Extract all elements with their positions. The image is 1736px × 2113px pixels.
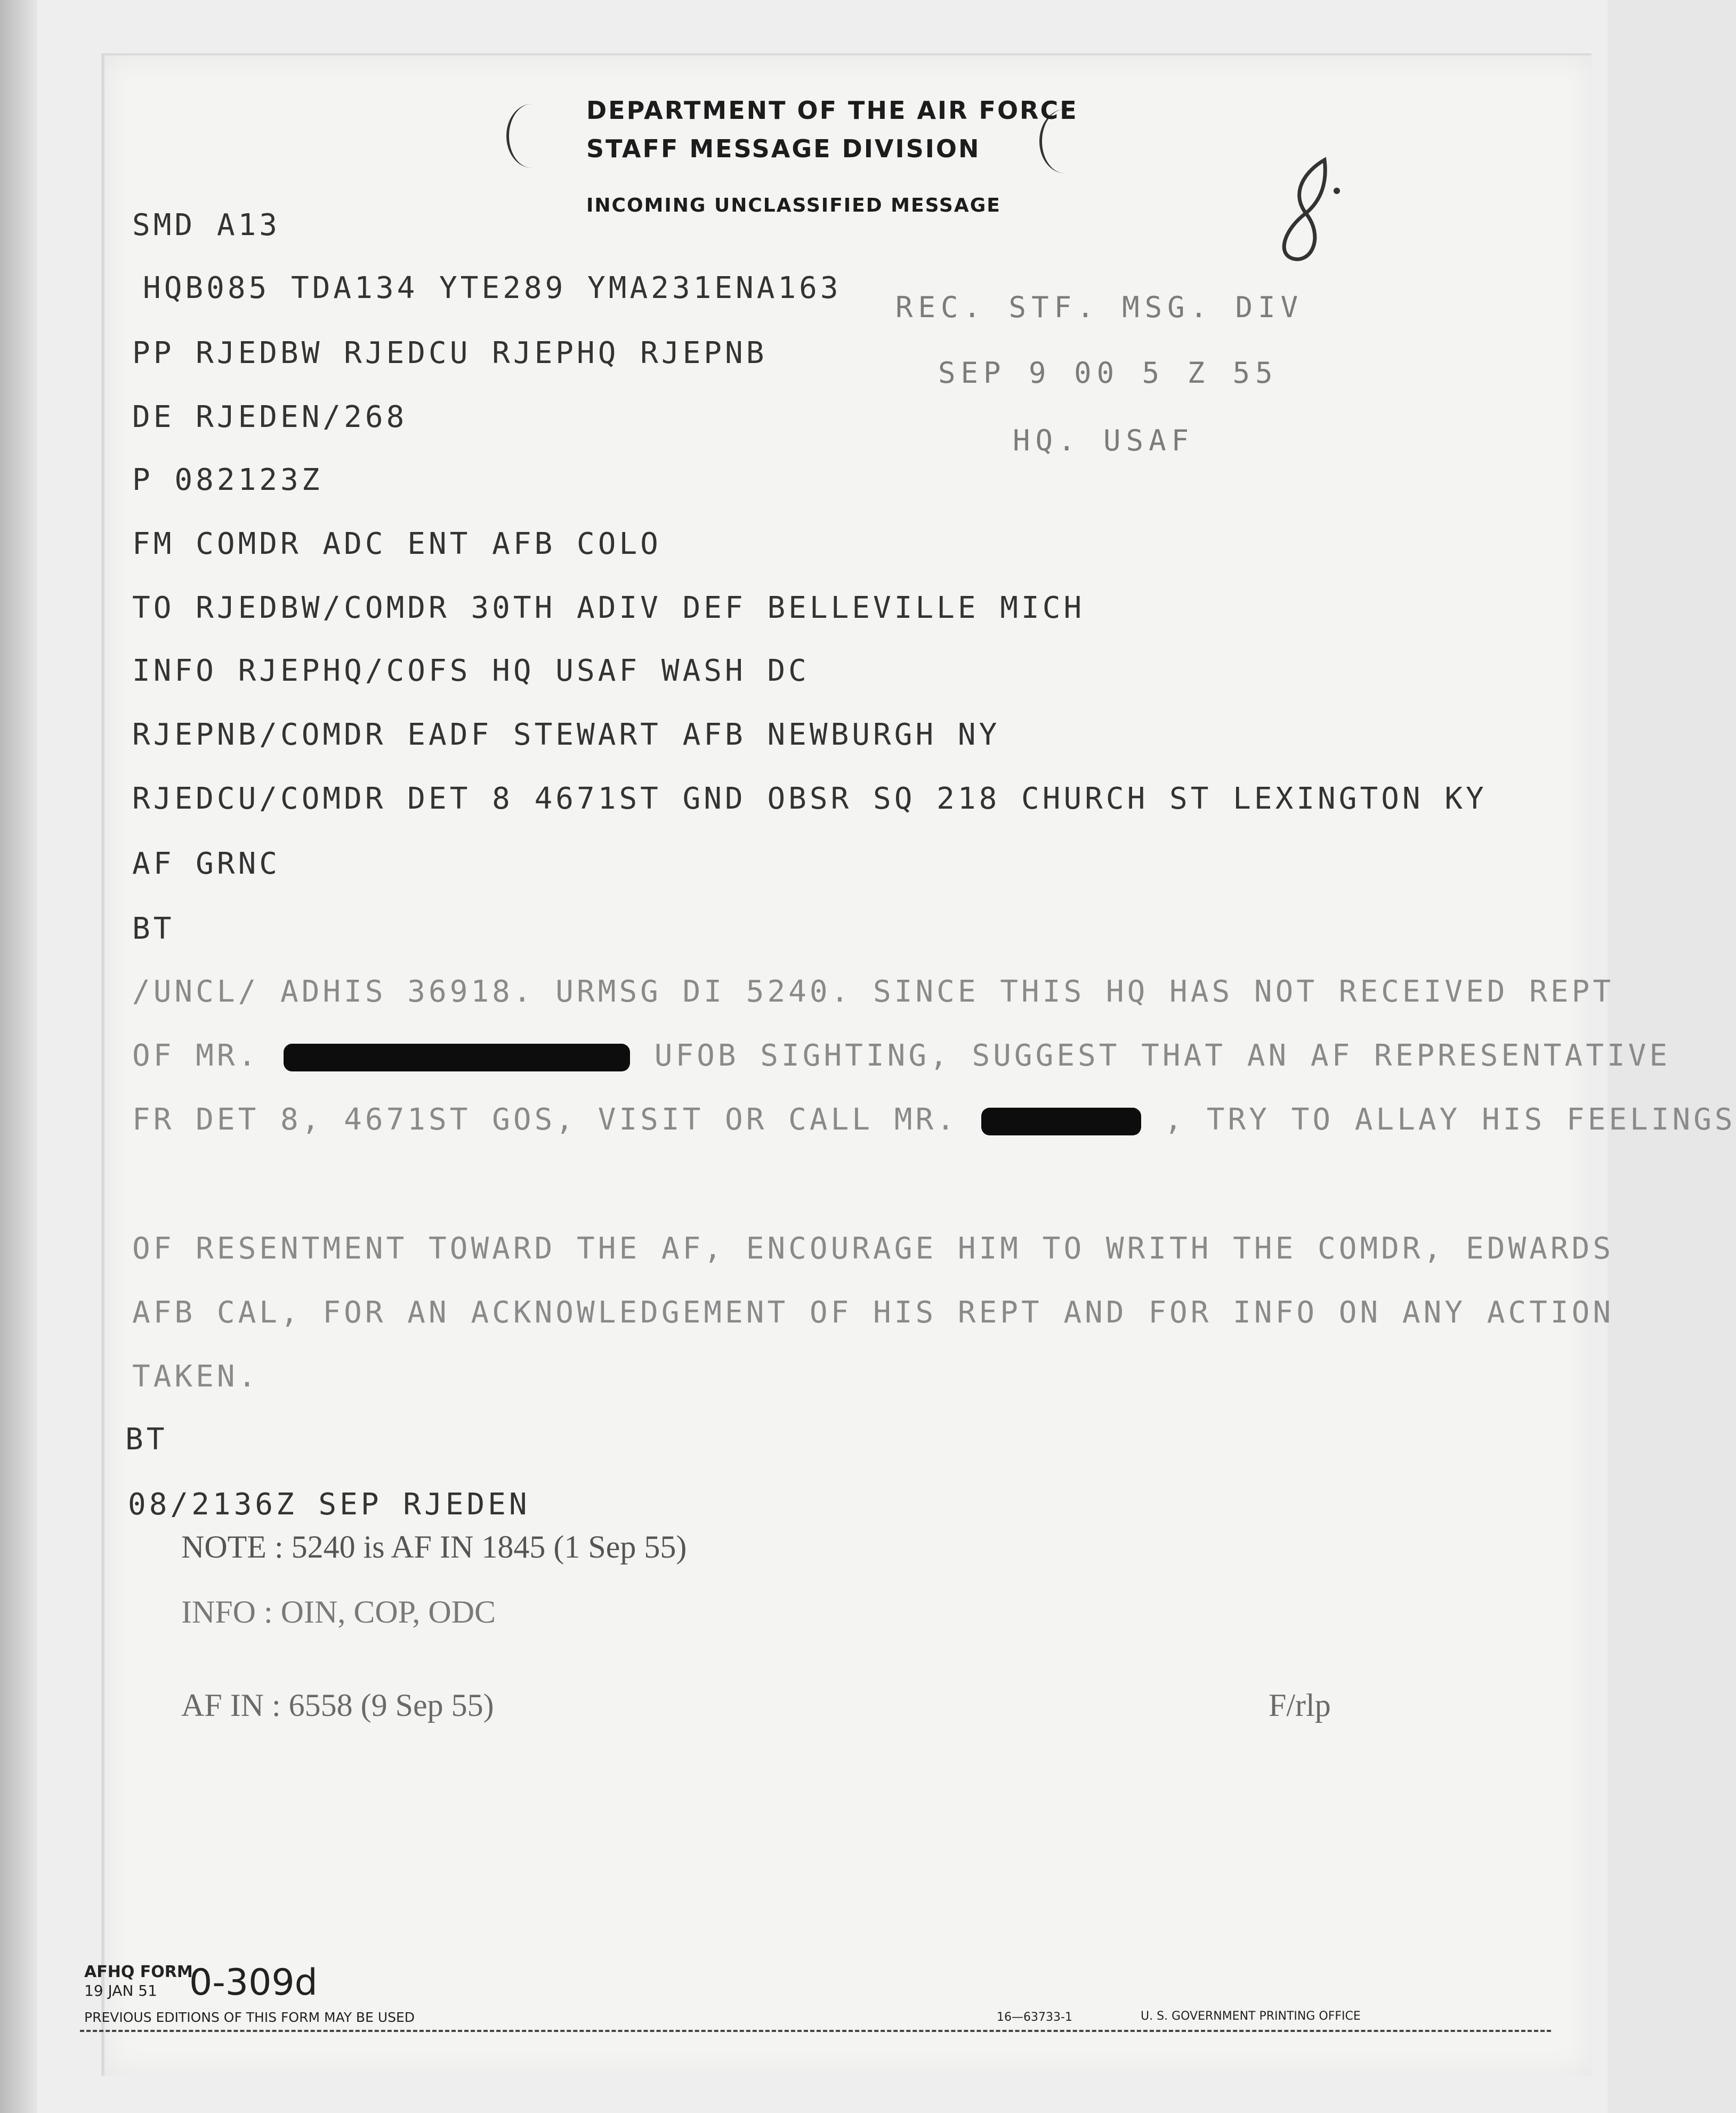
body-line-3-start: FR DET 8, 4671ST GOS, VISIT OR CALL MR. <box>132 1102 958 1137</box>
grnc-line: AF GRNC <box>132 846 281 881</box>
date-time-group: 08/2136Z SEP RJEDEN <box>128 1487 530 1522</box>
body-line-3-end: , TRY TO ALLAY HIS FEELINGS <box>1164 1102 1736 1137</box>
info-line: INFO RJEPHQ/COFS HQ USAF WASH DC <box>132 654 810 688</box>
routing-line-1: HQB085 TDA134 YTE289 YMA231ENA163 <box>143 271 842 305</box>
routing-line-3: DE RJEDEN/268 <box>132 400 408 434</box>
body-line-3 <box>132 1102 1736 1137</box>
received-stamp-date: SEP 9 00 5 Z 55 <box>938 356 1278 390</box>
additional-addressee-2: RJEDCU/COMDR DET 8 4671ST GND OBSR SQ 218 CHURCH ST LEXINGTON KY <box>132 781 1487 816</box>
received-stamp-office: HQ. USAF <box>1013 424 1194 457</box>
break-marker-bottom: BT <box>125 1422 168 1457</box>
header-division: STAFF MESSAGE DIVISION <box>586 134 981 163</box>
form-stock-code: 16—63733-1 <box>997 2011 1072 2024</box>
body-line-5: AFB CAL, FOR AN ACKNOWLEDGEMENT OF HIS REPT AND FOR INFO ON ANY ACTION <box>132 1295 1614 1330</box>
break-marker-top: BT <box>132 912 175 946</box>
from-line: FM COMDR ADC ENT AFB COLO <box>132 527 661 561</box>
printer-imprint: U. S. GOVERNMENT PRINTING OFFICE <box>1141 2010 1361 2023</box>
body-line-6: TAKEN. <box>132 1359 260 1394</box>
redaction-bar <box>284 1044 630 1071</box>
form-number: 0-309d <box>189 1962 318 2004</box>
form-label: AFHQ FORM <box>84 1963 193 1981</box>
punch-hole-left <box>506 104 557 168</box>
body-line-2 <box>132 1038 1670 1073</box>
to-line: TO RJEDBW/COMDR 30TH ADIV DEF BELLEVILLE MICH <box>132 591 1085 625</box>
routing-line-2: PP RJEDBW RJEDCU RJEPHQ RJEPNB <box>132 336 768 370</box>
note-line: NOTE : 5240 is AF IN 1845 (1 Sep 55) <box>181 1529 687 1564</box>
footer-tear-line <box>80 2030 1551 2032</box>
additional-addressee-1: RJEPNB/COMDR EADF STEWART AFB NEWBURGH NY <box>132 717 1000 752</box>
header-department: DEPARTMENT OF THE AIR FORCE <box>586 96 1078 125</box>
form-date: 19 JAN 51 <box>84 1982 157 1999</box>
body-line-2-start: OF MR. <box>132 1038 260 1073</box>
body-line-2-end: UFOB SIGHTING, SUGGEST THAT AN AF REPRESENTATIVE <box>654 1038 1671 1073</box>
smd-number: SMD A13 <box>132 208 281 243</box>
scan-edge-shadow <box>0 0 37 2113</box>
body-line-4: OF RESENTMENT TOWARD THE AF, ENCOURAGE HIM TO WRITH THE COMDR, EDWARDS <box>132 1231 1614 1266</box>
typist-initials: F/rlp <box>1269 1688 1331 1723</box>
info-routing-line: INFO : OIN, COP, ODC <box>181 1594 496 1630</box>
redaction-bar <box>981 1108 1141 1135</box>
handwritten-page-number <box>1274 149 1343 277</box>
header-message-type: INCOMING UNCLASSIFIED MESSAGE <box>586 195 1001 216</box>
body-line-1: /UNCL/ ADHIS 36918. URMSG DI 5240. SINCE THIS HQ HAS NOT RECEIVED REPT <box>132 974 1614 1009</box>
af-in-line: AF IN : 6558 (9 Sep 55) <box>181 1688 494 1723</box>
routing-line-4: P 082123Z <box>132 463 323 497</box>
received-stamp-line-1: REC. STF. MSG. DIV <box>895 291 1304 324</box>
previous-editions-notice: PREVIOUS EDITIONS OF THIS FORM MAY BE USED <box>84 2010 415 2025</box>
